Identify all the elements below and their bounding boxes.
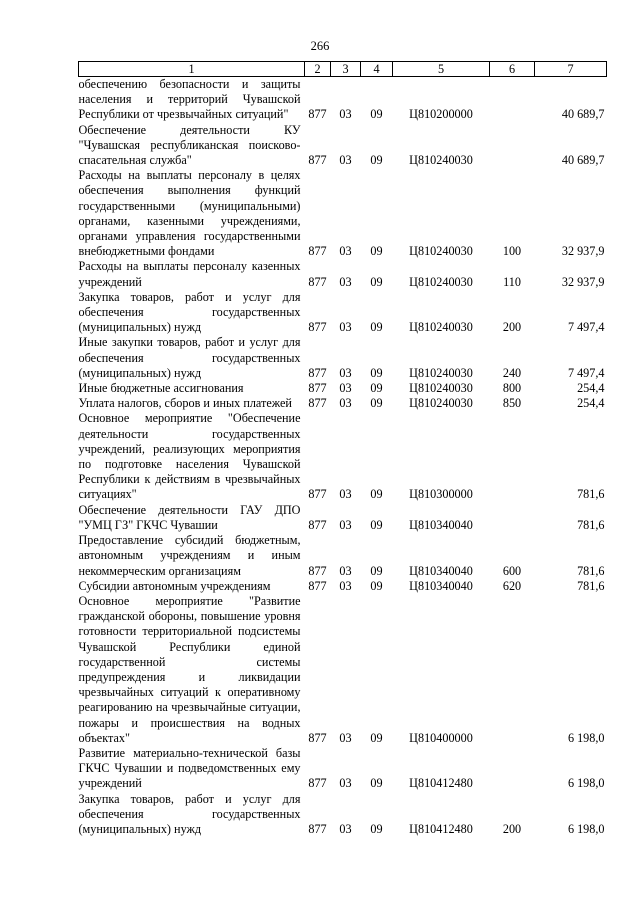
row-name: обеспечению безопасности и защиты населения и территорий Чувашской Республики от чрезвычайных ситуаций" <box>78 77 301 122</box>
header-col-4: 4 <box>361 62 393 77</box>
row-amount: 6 198,0 <box>567 730 605 745</box>
row-target-code: Ц810412480 <box>409 821 473 836</box>
row-target-code: Ц810340040 <box>409 578 473 593</box>
row-amount: 781,6 <box>577 563 605 578</box>
row-target-code: Ц810340040 <box>409 517 473 532</box>
row-expense-type: 200 <box>502 320 522 335</box>
row-expense-type: 100 <box>502 244 522 259</box>
row-expense-type: 240 <box>502 365 522 380</box>
row-subsection-code: 09 <box>370 153 383 168</box>
row-expense-type <box>490 594 535 746</box>
row-name: Основное мероприятие "Обеспечение деятельности государственных учреждений, реализующих мероприятия по подготовке населения Чувашской Республики к действиям в чрезвычайных ситуациях" <box>78 411 301 502</box>
row-section-code: 03 <box>339 320 352 335</box>
row-section-code: 03 <box>339 244 352 259</box>
table-row <box>79 503 607 533</box>
row-amount: 781,6 <box>577 578 605 593</box>
row-target-code: Ц810240030 <box>409 244 473 259</box>
row-expense-type <box>490 503 535 533</box>
row-subsection-code: 09 <box>370 517 383 532</box>
row-name: Иные закупки товаров, работ и услуг для обеспечения государственных (муниципальных) нужд <box>78 335 301 380</box>
row-target-code: Ц810240030 <box>409 320 473 335</box>
row-section-code: 03 <box>339 487 352 502</box>
row-amount: 40 689,7 <box>561 107 605 122</box>
row-amount: 6 198,0 <box>567 776 605 791</box>
row-ministry-code: 877 <box>308 365 327 380</box>
table-row <box>79 411 607 502</box>
row-amount: 781,6 <box>577 517 605 532</box>
row-expense-type: 200 <box>502 821 522 836</box>
row-ministry-code: 877 <box>308 578 327 593</box>
row-amount: 254,4 <box>577 381 605 396</box>
row-ministry-code: 877 <box>308 487 327 502</box>
row-target-code: Ц810200000 <box>409 107 473 122</box>
table-row <box>79 168 607 259</box>
row-amount: 32 937,9 <box>561 244 605 259</box>
row-subsection-code: 09 <box>370 381 383 396</box>
table-row <box>79 381 607 396</box>
row-name: Иные бюджетные ассигнования <box>78 381 244 396</box>
table-row <box>79 746 607 792</box>
row-name: Развитие материально-технической базы ГКЧС Чувашии и подведомственных ему учреждений <box>78 745 301 791</box>
header-col-3: 3 <box>331 62 361 77</box>
row-subsection-code: 09 <box>370 578 383 593</box>
row-target-code: Ц810240030 <box>409 153 473 168</box>
row-subsection-code: 09 <box>370 396 383 411</box>
table-row <box>79 396 607 411</box>
row-amount: 7 497,4 <box>567 365 605 380</box>
row-name: Расходы на выплаты персоналу казенных учреждений <box>78 259 301 289</box>
header-col-6: 6 <box>490 62 535 77</box>
row-target-code: Ц810412480 <box>409 776 473 791</box>
table-row <box>79 792 607 838</box>
row-subsection-code: 09 <box>370 365 383 380</box>
header-col-2: 2 <box>305 62 331 77</box>
row-target-code: Ц810240030 <box>409 365 473 380</box>
row-target-code: Ц810240030 <box>409 274 473 289</box>
row-section-code: 03 <box>339 396 352 411</box>
row-ministry-code: 877 <box>308 274 327 289</box>
row-ministry-code: 877 <box>308 517 327 532</box>
table-row <box>79 77 607 123</box>
row-amount: 781,6 <box>577 487 605 502</box>
row-section-code: 03 <box>339 153 352 168</box>
row-amount: 32 937,9 <box>561 274 605 289</box>
table-row <box>79 579 607 594</box>
row-name: Обеспечение деятельности КУ "Чувашская республиканская поисково-спасательная служба" <box>78 122 301 168</box>
row-subsection-code: 09 <box>370 320 383 335</box>
row-section-code: 03 <box>339 274 352 289</box>
row-expense-type <box>490 77 535 123</box>
row-name: Уплата налогов, сборов и иных платежей <box>78 396 292 411</box>
table-row <box>79 594 607 746</box>
row-target-code: Ц810240030 <box>409 396 473 411</box>
row-amount: 6 198,0 <box>567 821 605 836</box>
row-ministry-code: 877 <box>308 730 327 745</box>
row-subsection-code: 09 <box>370 730 383 745</box>
row-section-code: 03 <box>339 365 352 380</box>
budget-table <box>78 61 607 837</box>
row-section-code: 03 <box>339 563 352 578</box>
row-section-code: 03 <box>339 107 352 122</box>
row-ministry-code: 877 <box>308 821 327 836</box>
row-ministry-code: 877 <box>308 381 327 396</box>
table-row <box>79 290 607 336</box>
row-amount: 40 689,7 <box>561 153 605 168</box>
row-section-code: 03 <box>339 730 352 745</box>
row-expense-type: 620 <box>502 578 522 593</box>
header-col-5: 5 <box>393 62 490 77</box>
table-row <box>79 259 607 289</box>
row-section-code: 03 <box>339 578 352 593</box>
row-ministry-code: 877 <box>308 563 327 578</box>
row-section-code: 03 <box>339 517 352 532</box>
table-row <box>79 123 607 169</box>
row-expense-type: 800 <box>502 381 522 396</box>
row-ministry-code: 877 <box>308 320 327 335</box>
row-amount: 254,4 <box>577 396 605 411</box>
row-target-code: Ц810300000 <box>409 487 473 502</box>
row-subsection-code: 09 <box>370 487 383 502</box>
row-name: Закупка товаров, работ и услуг для обеспечения государственных (муниципальных) нужд <box>78 289 301 335</box>
row-ministry-code: 877 <box>308 776 327 791</box>
row-expense-type: 110 <box>503 274 521 289</box>
row-target-code: Ц810240030 <box>409 381 473 396</box>
row-name: Закупка товаров, работ и услуг для обеспечения государственных (муниципальных) нужд <box>78 791 301 836</box>
row-target-code: Ц810340040 <box>409 563 473 578</box>
page-number: 266 <box>310 39 330 53</box>
row-ministry-code: 877 <box>308 107 327 122</box>
row-name: Предоставление субсидий бюджетным, автономным учреждениям и иным некоммерческим организациям <box>78 533 301 578</box>
header-col-1: 1 <box>79 62 305 77</box>
row-ministry-code: 877 <box>308 153 327 168</box>
row-expense-type: 850 <box>502 396 522 411</box>
row-subsection-code: 09 <box>370 244 383 259</box>
row-ministry-code: 877 <box>308 396 327 411</box>
row-subsection-code: 09 <box>370 563 383 578</box>
row-ministry-code: 877 <box>308 244 327 259</box>
row-expense-type <box>490 411 535 502</box>
row-subsection-code: 09 <box>370 821 383 836</box>
row-expense-type <box>490 746 535 792</box>
row-subsection-code: 09 <box>370 776 383 791</box>
row-subsection-code: 09 <box>370 274 383 289</box>
row-name: Расходы на выплаты персоналу в целях обеспечения выполнения функций государственными (муниципальными) органами, казенными учреждениями, органами управления государственными внебюджетными фондами <box>78 168 301 259</box>
row-name: Обеспечение деятельности ГАУ ДПО "УМЦ ГЗ" ГКЧС Чувашии <box>78 502 301 532</box>
row-target-code: Ц810400000 <box>409 730 473 745</box>
row-section-code: 03 <box>339 381 352 396</box>
table-row <box>79 533 607 579</box>
row-section-code: 03 <box>339 821 352 836</box>
row-name: Основное мероприятие "Развитие гражданской обороны, повышение уровня готовности территориальной подсистемы Чувашской Республики единой государственной системы предупреждения и ликвидации чрезвычайных ситуаций к оперативному реагированию на чрезвычайные ситуации, пожары и происшествия на водных объектах" <box>78 593 301 745</box>
row-expense-type <box>490 123 535 169</box>
row-subsection-code: 09 <box>370 107 383 122</box>
row-expense-type: 600 <box>502 563 522 578</box>
row-name: Субсидии автономным учреждениям <box>78 578 271 593</box>
row-section-code: 03 <box>339 776 352 791</box>
row-amount: 7 497,4 <box>567 320 605 335</box>
table-row <box>79 335 607 381</box>
header-col-7: 7 <box>535 62 607 77</box>
header-row <box>79 62 607 77</box>
